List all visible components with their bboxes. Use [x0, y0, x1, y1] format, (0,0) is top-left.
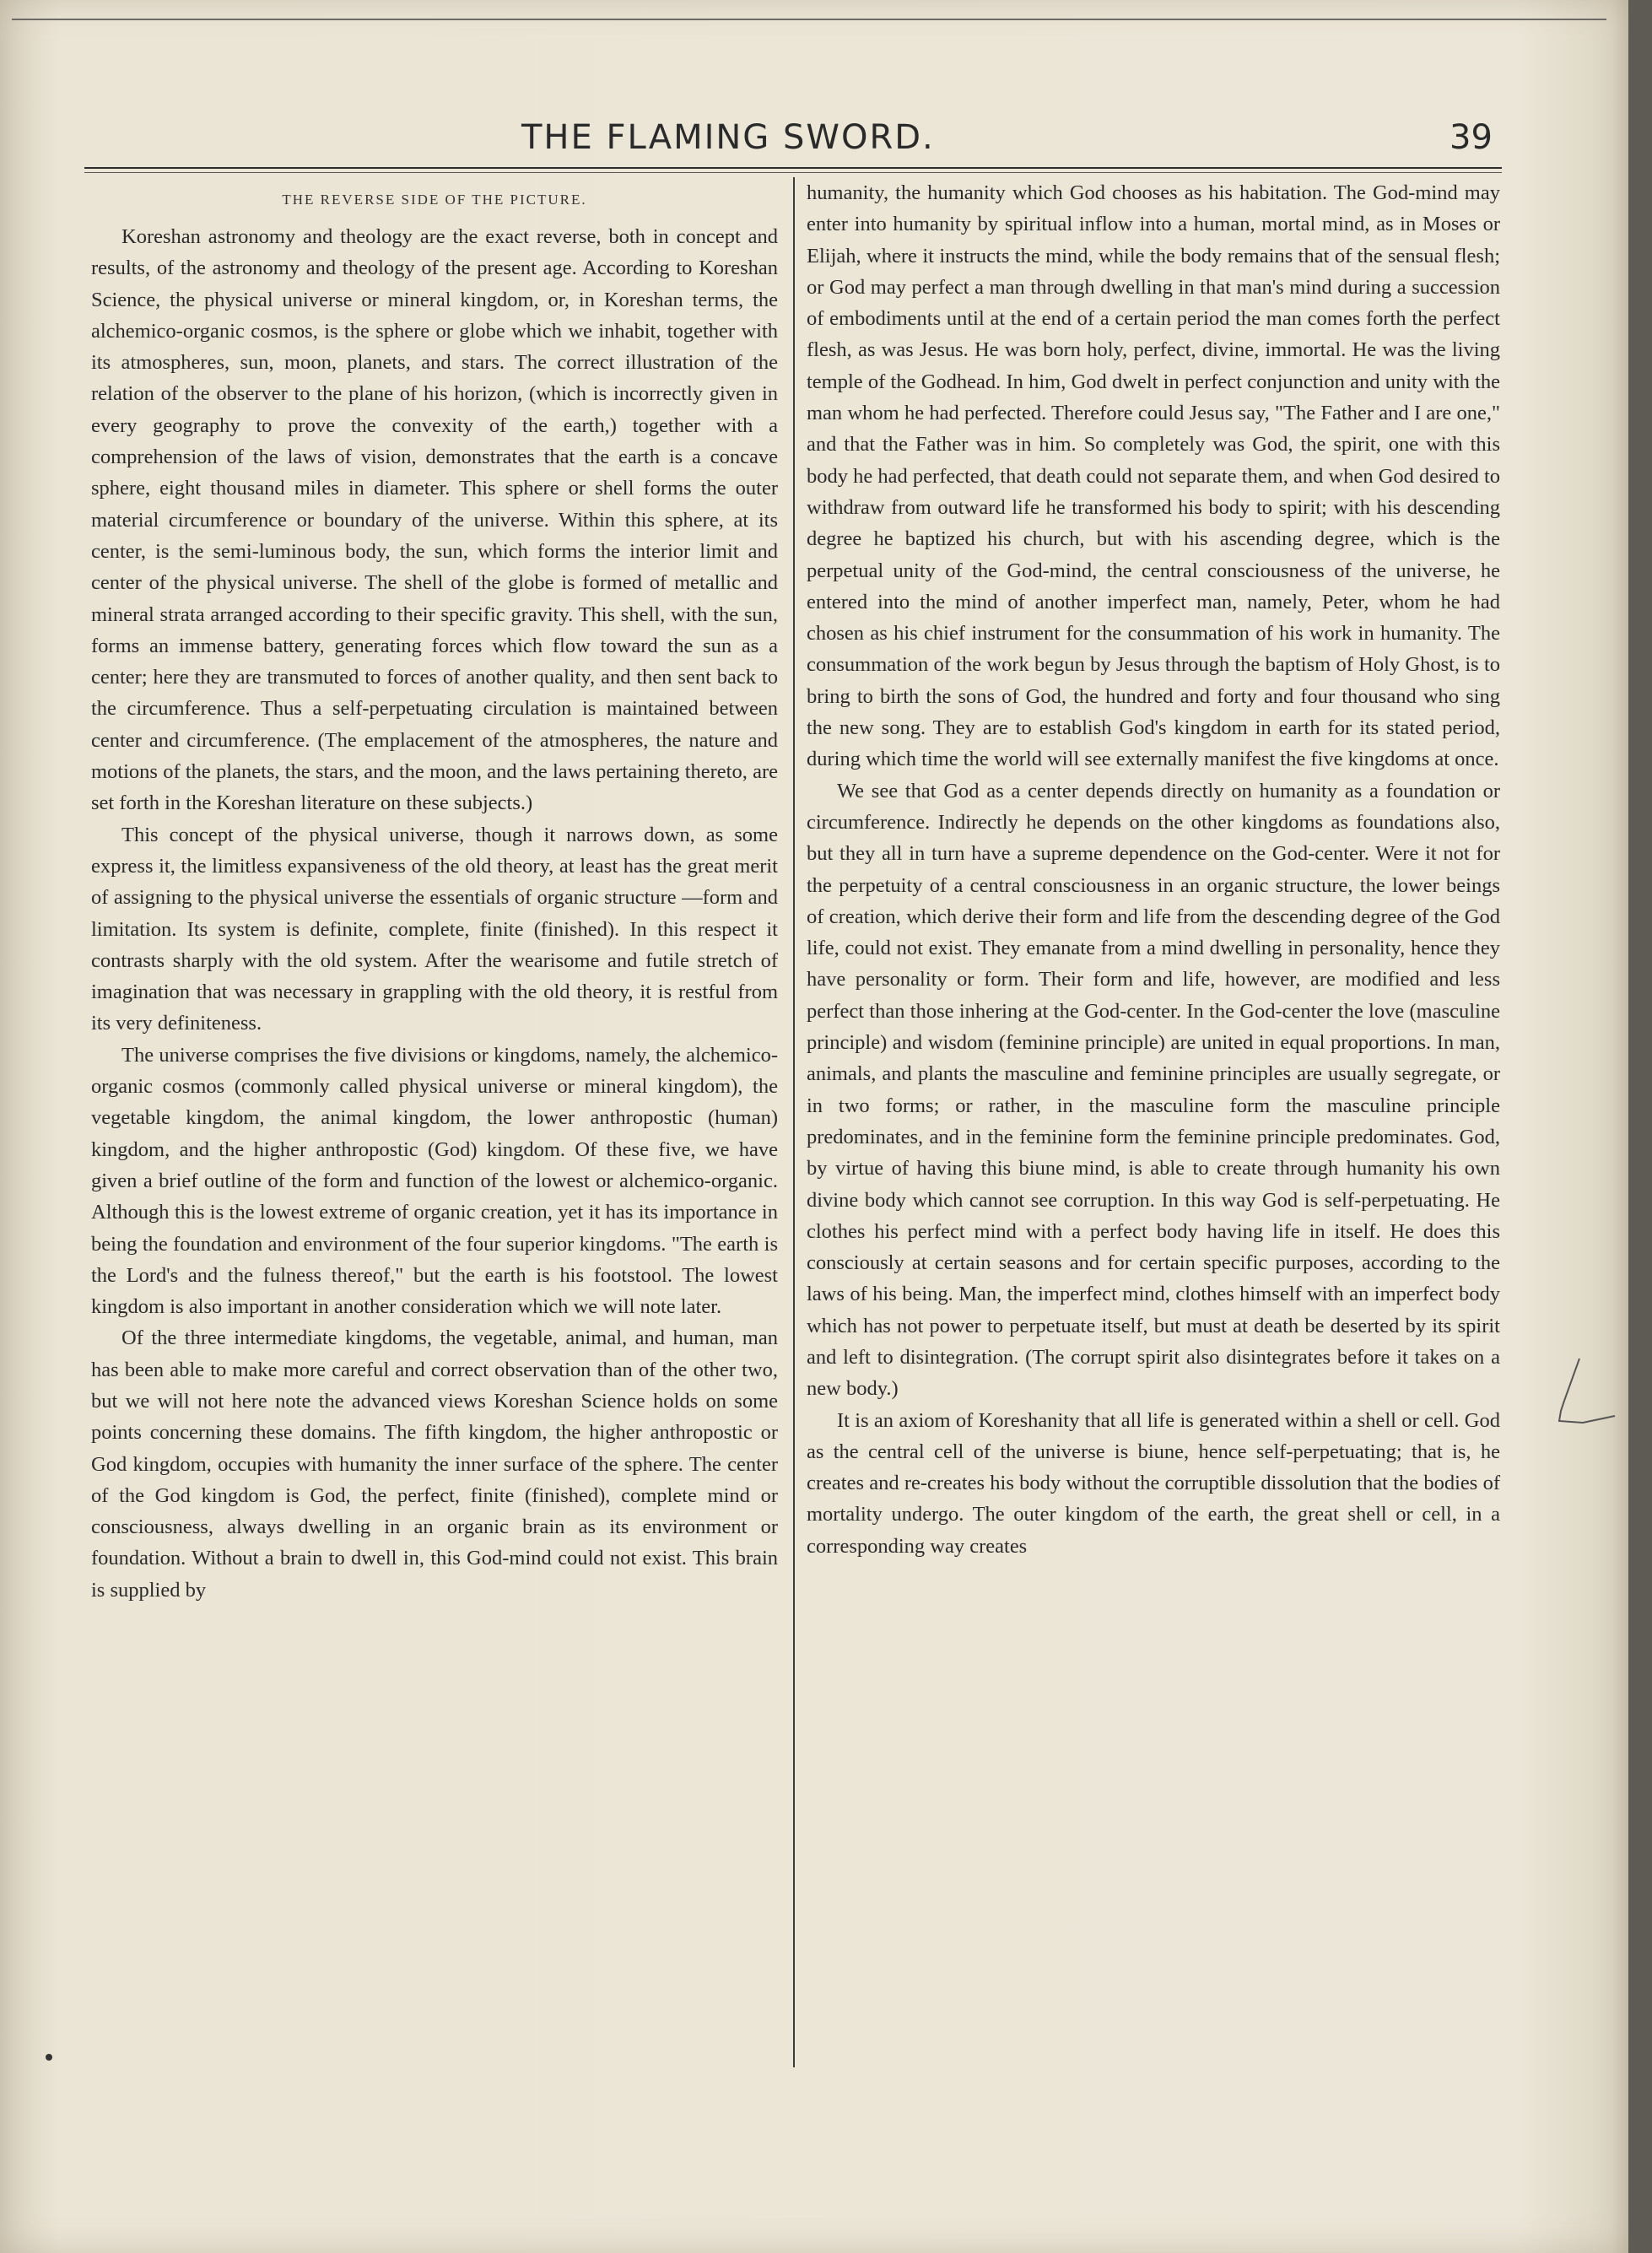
- header-rule-thin: [84, 172, 1502, 173]
- paragraph: This concept of the physical universe, though it narrows down, as some express it, the limitless expansiveness of the old theory, at least has the great merit of assigning to the physical universe the essentials of organic structure —form and limitation. Its system is definite, complete, finite (finished). In this respect it contrasts sharply with the old system. After the wearisome and futile stretch of imagination that was necessary in grappling with the old theory, it is restful from its very definiteness.: [91, 823, 778, 1035]
- paragraph: Of the three intermediate kingdoms, the vegetable, animal, and human, man has been able to make more careful and correct observation than of the other two, but we will not here note the advanced views Koreshan Science holds on some points concerning these domains. The fifth kingdom, the higher anthropostic or God kingdom, occupies with humanity the inner surface of the sphere. The center of the God kingdom is God, the perfect, finite (finished), complete mind or consciousness, always dwelling in an organic brain as its environment or foundation. Without a brain to dwell in, this God-mind could not exist. This brain is supplied by: [91, 1326, 778, 1602]
- pencil-margin-mark: [1549, 1350, 1617, 1451]
- page-number: 39: [1450, 118, 1493, 157]
- paragraph: humanity, the humanity which God chooses as his habitation. The God-mind may enter into humanity by spiritual inflow into a human, mortal mind, as in Moses or Elijah, where it instructs the mind, while the body remains that of the sensual flesh; or God may perfect a man through dwelling in that man's mind during a succession of embodiments until at the end of a certain period the man comes forth the perfect flesh, as was Jesus. He was born holy, perfect, divine, immortal. He was the living temple of the Godhead. In him, God dwelt in perfect conjunction and unity with the man whom he had perfected. Therefore could Jesus say, "The Father and I are one," and that the Father was in him. So completely was God, the spirit, one with this body he had perfected, that death could not separate them, and when God desired to withdraw from outward life he transformed his body to spirit; with his descending degree he baptized his church, but with his ascending degree, which is the perpetual unity of the God-mind, the central consciousness of the universe, he entered into the mind of another imperfect man, namely, Peter, whom he had chosen as his chief instrument for the consummation of his work in humanity. The consummation of the work begun by Jesus through the baptism of Holy Ghost, is to bring to birth the sons of God, the hundred and forty and four thousand who sing the new song. They are to establish God's kingdom in earth for its stated period, during which time the world will see externally manifest the five kingdoms at once.: [807, 181, 1500, 771]
- paragraph: We see that God as a center depends directly on humanity as a foundation or circumference. Indirectly he depends on the other kingdoms as foundations also, but they all in turn have a supreme dependence on the God-center. Were it not for the perpetuity of a central consciousness in an organic structure, the lower beings of creation, which derive their form and life from the descending degree of the God life, could not exist. They emanate from a mind dwelling in personality, hence they have personality or form. Their form and life, however, are modified and less perfect than those inhering at the God-center. In the God-center the love (masculine principle) and wisdom (feminine principle) are united in equal proportions. In man, animals, and plants the masculine and feminine principles are usually segregate, or in two forms; or rather, in the masculine form the masculine principle predominates, and in the feminine form the feminine principle predominates. God, by virtue of having this biune mind, is able to create through humanity his own divine body which cannot see corruption. In this way God is self-perpetuating. He clothes his perfect mind with a perfect body having life in itself. He does this consciously at certain seasons and for certain specific purposes, according to the laws of his being. Man, the imperfect mind, clothes himself with an imperfect body which has not power to perpetuate itself, but must at death be deserted by its spirit and left to disintegration. (The corrupt spirit also disintegrates before it takes on a new body.): [807, 779, 1500, 1401]
- top-edge-rule: [12, 19, 1606, 20]
- header-rule: [84, 167, 1502, 169]
- page-header: [0, 118, 1628, 165]
- running-title: THE FLAMING SWORD.: [521, 118, 935, 157]
- paragraph: It is an axiom of Koreshanity that all life is generated within a shell or cell. God as the central cell of the universe is biune, hence self-perpetuating; that is, he creates and re-creates his body without the corruptible dissolution that the bodies of mortality undergo. The outer kingdom of the earth, the great shell or cell, in a corresponding way creates: [807, 1408, 1500, 1558]
- left-column: [91, 177, 778, 1606]
- column-divider: [793, 177, 795, 2067]
- margin-dot: [46, 2054, 52, 2061]
- right-column: [807, 177, 1500, 1562]
- paragraph: The universe comprises the five divisions or kingdoms, namely, the alchemico-organic cosmos (commonly called physical universe or mineral kingdom), the vegetable kingdom, the animal kingdom, the lower anthropostic (human) kingdom, and the higher anthropostic (God) kingdom. Of these five, we have given a brief outline of the form and function of the lowest or alchemico-organic. Although this is the lowest extreme of organic creation, yet it has its importance in being the foundation and environment of the four superior kingdoms. "The earth is the Lord's and the fulness thereof," but the earth is his footstool. The lowest kingdom is also important in another consideration which we will note later.: [91, 1043, 778, 1319]
- section-title: THE REVERSE SIDE OF THE PICTURE.: [282, 192, 587, 208]
- paragraph: Koreshan astronomy and theology are the exact reverse, both in concept and results, of the astronomy and theology of the present age. According to Koreshan Science, the physical universe or mineral kingdom, or, in Koreshan terms, the alchemico-organic cosmos, is the sphere or globe which we inhabit, together with its atmospheres, sun, moon, planets, and stars. The correct illustration of the relation of the observer to the plane of his horizon, (which is incorrectly given in every geography to prove the convexity of the earth,) together with a comprehension of the laws of vision, demonstrates that the earth is a concave sphere, eight thousand miles in diameter. This sphere or shell forms the outer material circumference or boundary of the universe. Within this sphere, at its center, is the semi-luminous body, the sun, which forms the interior limit and center of the physical universe. The shell of the globe is formed of metallic and mineral strata arranged according to their specific gravity. This shell, with the sun, forms an immense battery, generating forces which flow toward the sun as a center; here they are transmuted to forces of another quality, and then sent back to the circumference. Thus a self-perpetuating circulation is maintained between center and circumference. (The emplacement of the atmospheres, the nature and motions of the planets, the stars, and the moon, and the laws pertaining thereto, are set forth in the Koreshan literature on these subjects.): [91, 225, 778, 815]
